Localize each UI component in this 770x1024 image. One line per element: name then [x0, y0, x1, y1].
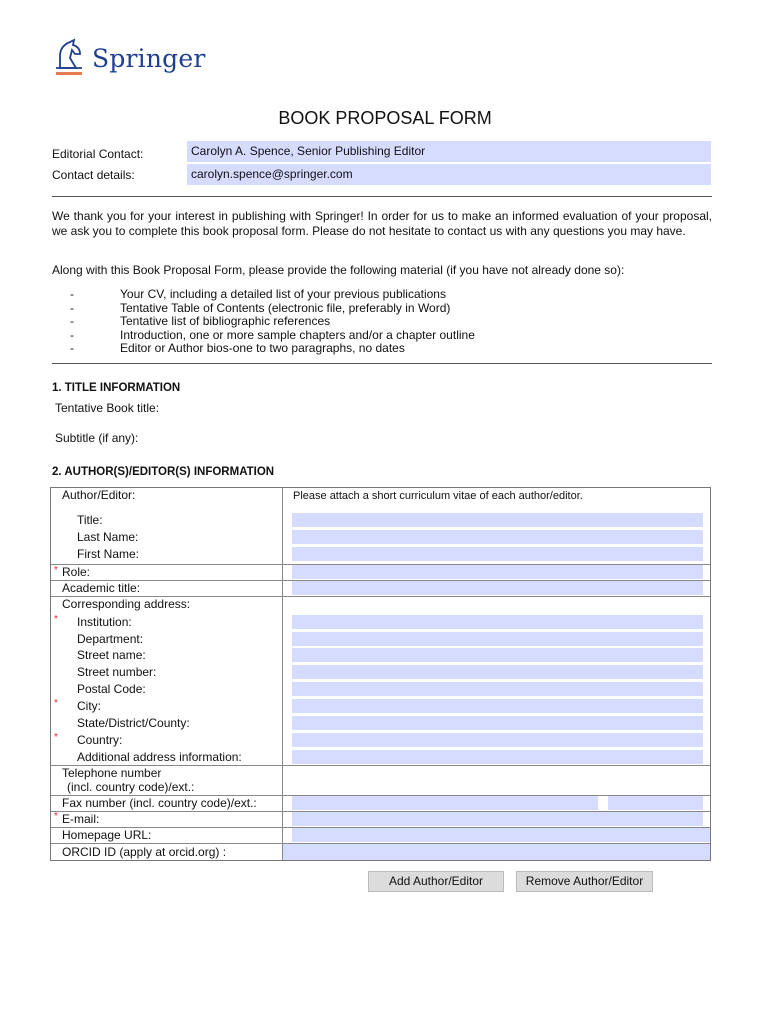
institution-input[interactable] [292, 615, 703, 629]
postal-code-input[interactable] [292, 682, 703, 696]
author-editor-label: Author/Editor: [62, 488, 136, 502]
brand-name: Springer [92, 44, 206, 73]
editorial-contact-field[interactable]: Carolyn A. Spence, Senior Publishing Editor [187, 141, 711, 162]
first-name-input[interactable] [292, 547, 703, 561]
title-input[interactable] [292, 513, 703, 527]
last-name-label: Last Name: [77, 530, 139, 544]
city-input[interactable] [292, 699, 703, 713]
academic-title-input[interactable] [292, 581, 703, 595]
list-item: - Your CV, including a detailed list of your previous publications [70, 287, 446, 301]
divider [52, 196, 712, 197]
author-table [50, 487, 711, 861]
department-input[interactable] [292, 632, 703, 646]
homepage-input[interactable] [292, 828, 710, 842]
book-title-label: Tentative Book title: [55, 401, 160, 415]
page-title: BOOK PROPOSAL FORM [278, 108, 492, 128]
orcid-input[interactable] [283, 844, 710, 860]
subtitle-label: Subtitle (if any): [55, 431, 139, 445]
intro-paragraph: We thank you for your interest in publishing with Springer! In order for us to make an informed evaluation of your proposal, we ask you to complete this book proposal form. Please do not hesitate to contact us with any questions you may have. [52, 209, 712, 238]
springer-logo [52, 38, 206, 78]
table-column-divider [282, 488, 283, 860]
role-input[interactable] [292, 565, 703, 579]
street-name-input[interactable] [292, 648, 703, 662]
remove-author-button[interactable]: Remove Author/Editor [516, 871, 653, 892]
divider [52, 363, 712, 364]
section-title-information: 1. TITLE INFORMATION [52, 382, 181, 394]
additional-address-label: Additional address information: [77, 750, 242, 764]
fax-label: Fax number (incl. country code)/ext.: [62, 796, 257, 810]
city-label: City: [77, 699, 101, 713]
list-item: - Tentative Table of Contents (electronic file, preferably in Word) [70, 300, 451, 315]
required-marker: * [54, 698, 58, 709]
telephone-label: Telephone number [62, 766, 162, 780]
country-label: Country: [77, 733, 123, 747]
country-input[interactable] [292, 733, 703, 747]
homepage-label: Homepage URL: [62, 828, 152, 842]
editorial-contact-label: Editorial Contact: [52, 147, 144, 161]
email-input[interactable] [292, 812, 703, 826]
institution-label: Institution: [77, 615, 132, 629]
required-marker: * [54, 811, 58, 822]
additional-address-input[interactable] [292, 750, 703, 764]
street-number-label: Street number: [77, 665, 157, 679]
street-number-input[interactable] [292, 665, 703, 679]
last-name-input[interactable] [292, 530, 703, 544]
list-item: - Introduction, one or more sample chapters and/or a chapter outline [70, 327, 475, 342]
state-input[interactable] [292, 716, 703, 730]
title-label: Title: [77, 513, 103, 527]
telephone-label-detail: (incl. country code)/ext.: [67, 780, 195, 794]
fax-ext-input[interactable] [608, 796, 703, 810]
corresponding-address-label: Corresponding address: [62, 597, 191, 611]
add-author-button[interactable]: Add Author/Editor [368, 871, 504, 892]
academic-title-label: Academic title: [62, 581, 141, 595]
postal-code-label: Postal Code: [77, 682, 146, 696]
role-label: Role: [62, 565, 91, 579]
orcid-label: ORCID ID (apply at orcid.org) : [62, 845, 227, 859]
required-marker: * [54, 732, 58, 743]
material-paragraph: Along with this Book Proposal Form, please provide the following material (if you have not already done so): [52, 263, 625, 277]
material-list [70, 288, 710, 356]
email-label: E-mail: [62, 812, 100, 826]
springer-horse-icon [52, 38, 88, 78]
department-label: Department: [77, 632, 144, 646]
telephone-input[interactable] [292, 773, 703, 787]
contact-details-field[interactable]: carolyn.spence@springer.com [187, 164, 711, 185]
fax-input[interactable] [292, 796, 598, 810]
state-label: State/District/County: [77, 716, 190, 730]
street-name-label: Street name: [77, 648, 146, 662]
list-item: - Tentative list of bibliographic references [70, 314, 331, 328]
required-marker: * [54, 614, 58, 625]
list-item: - Editor or Author bios-one to two paragraphs, no dates [70, 341, 405, 355]
cv-note: Please attach a short curriculum vitae of each author/editor. [293, 490, 583, 502]
contact-details-label: Contact details: [52, 168, 135, 182]
required-marker: * [54, 565, 58, 576]
section-author-information: 2. AUTHOR(S)/EDITOR(S) INFORMATION [52, 466, 275, 478]
first-name-label: First Name: [77, 547, 140, 561]
